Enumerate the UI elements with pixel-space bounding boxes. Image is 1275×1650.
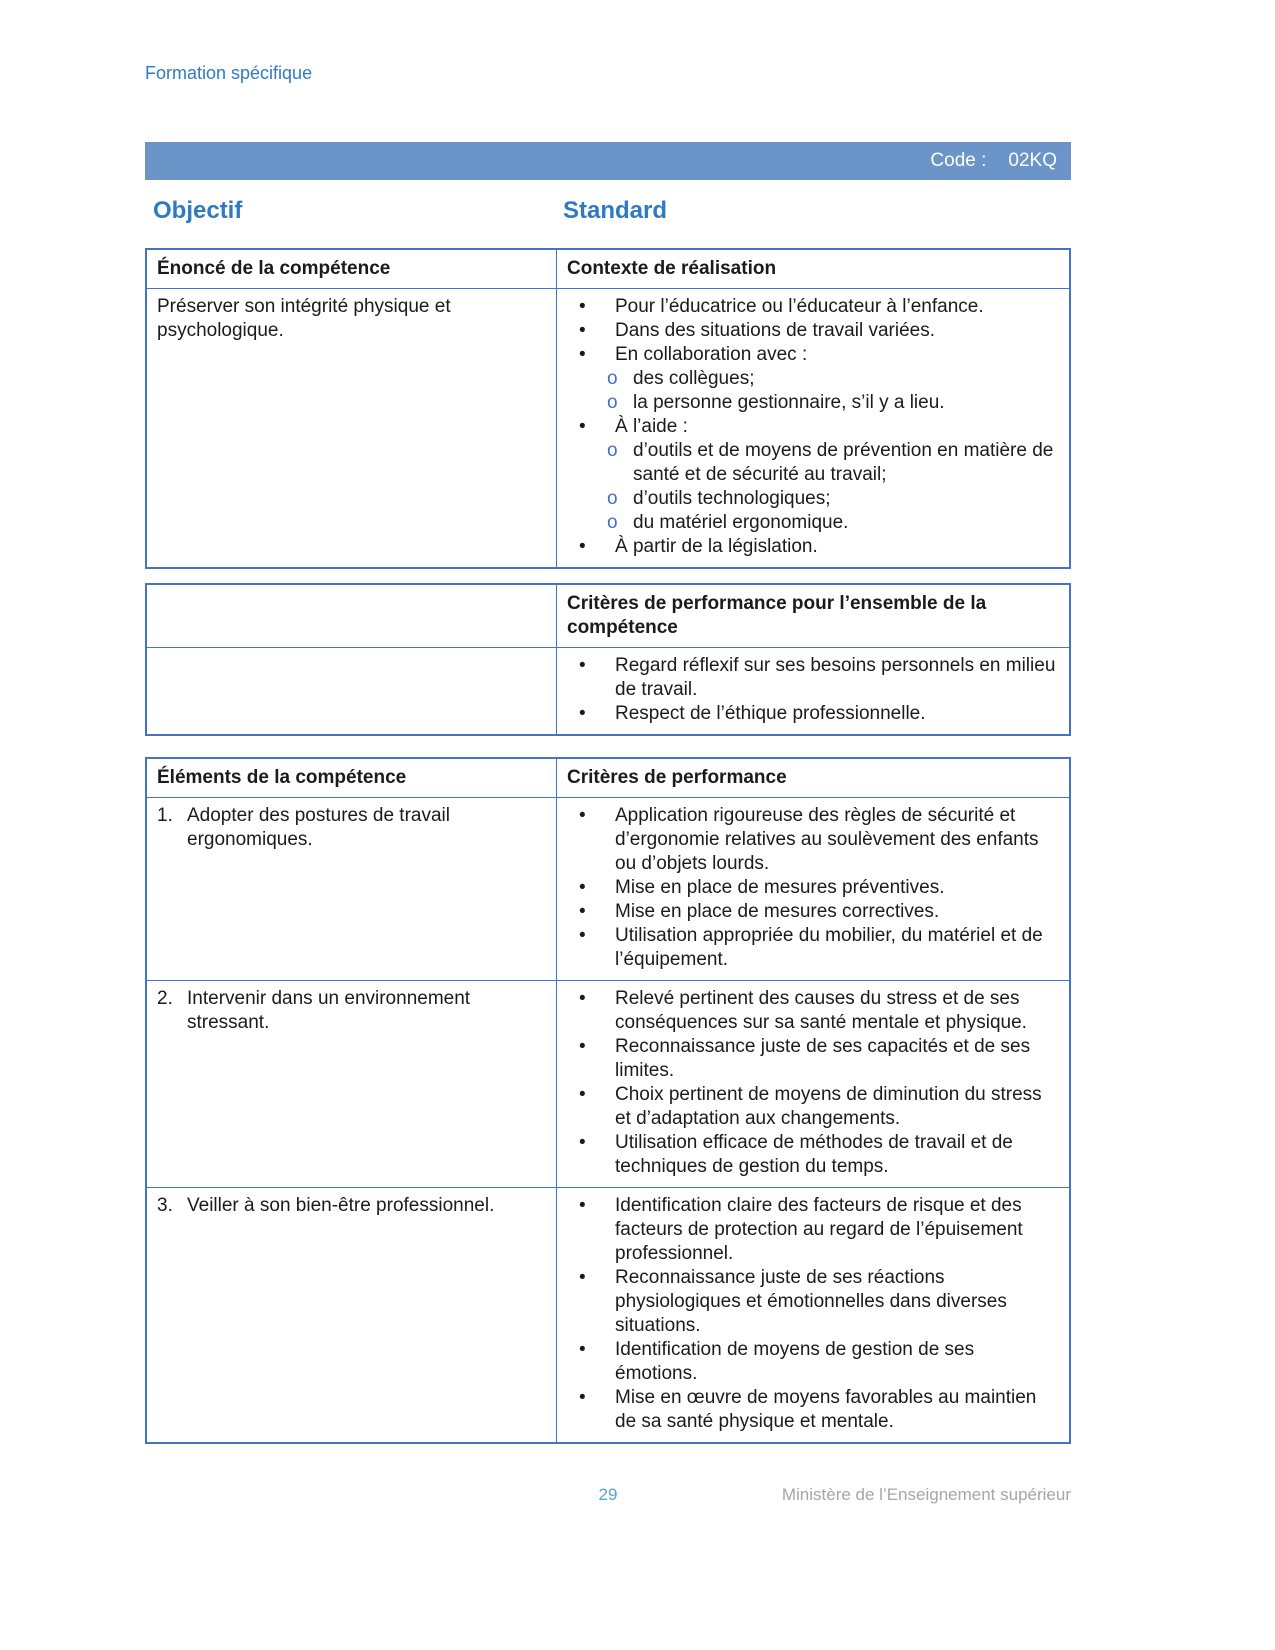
criteria-cell — [557, 798, 1069, 980]
circle-bullet-icon: o — [607, 512, 618, 533]
list-item-text: la personne gestionnaire, s’il y a lieu. — [633, 392, 945, 413]
enonce-cell: Préserver son intégrité physique et psychologique. — [147, 289, 557, 567]
objectif-heading: Objectif — [153, 197, 243, 224]
criteres-header: Critères de performance — [567, 767, 787, 788]
table-header-row — [147, 759, 1069, 797]
list-item-text: d’outils et de moyens de prévention en matière de santé et de sécurité au travail; — [633, 440, 1054, 485]
criteria-cell — [557, 1188, 1069, 1442]
sub-list-item — [567, 487, 1059, 511]
list-item — [567, 900, 1059, 924]
list-item — [567, 1338, 1059, 1386]
bullet-icon: • — [579, 805, 586, 826]
list-item-text: Respect de l’éthique professionnelle. — [615, 703, 926, 724]
section-label: Formation spécifique — [145, 63, 313, 83]
list-item-text: Utilisation appropriée du mobilier, du matériel et de l’équipement. — [615, 925, 1043, 970]
list-item-text: d’outils technologiques; — [633, 488, 831, 509]
element-text: Intervenir dans un environnement stressant. — [187, 988, 471, 1033]
list-item — [567, 1386, 1059, 1434]
bullet-icon: • — [579, 1387, 586, 1408]
bullet-icon: • — [579, 703, 586, 724]
ensemble-header — [557, 585, 1069, 647]
list-item — [567, 1266, 1059, 1338]
list-item-text: Regard réflexif sur ses besoins personnels en milieu de travail. — [615, 655, 1056, 700]
table-body-row — [147, 288, 1069, 567]
circle-bullet-icon: o — [607, 392, 618, 413]
list-item — [567, 924, 1059, 972]
bullet-icon: • — [579, 901, 586, 922]
list-item — [567, 987, 1059, 1035]
page-number: 29 — [598, 1485, 618, 1504]
list-item — [567, 1083, 1059, 1131]
contexte-header: Contexte de réalisation — [567, 258, 777, 279]
element-row-3 — [147, 1187, 1069, 1442]
bullet-icon: • — [579, 296, 586, 317]
bullet-icon: • — [579, 416, 586, 437]
list-item — [567, 654, 1059, 702]
list-item-text: Mise en place de mesures préventives. — [615, 877, 945, 898]
element-cell — [147, 981, 557, 1187]
list-item-text: Reconnaissance juste de ses capacités et de ses limites. — [615, 1036, 1031, 1081]
item-number: 2. — [157, 988, 173, 1009]
elements-header: Éléments de la compétence — [147, 759, 557, 797]
bullet-icon: • — [579, 536, 586, 557]
circle-bullet-icon: o — [607, 440, 618, 461]
list-item-text: des collègues; — [633, 368, 755, 389]
table-header-row — [147, 585, 1069, 647]
elements-table — [145, 757, 1071, 1444]
list-item — [567, 343, 1059, 367]
ensemble-table — [145, 583, 1071, 736]
element-row-2 — [147, 980, 1069, 1187]
empty-cell — [147, 585, 557, 647]
list-item-text: Application rigoureuse des règles de sécurité et d’ergonomie relatives au soulèvement des enfants ou d’objets lourds. — [615, 805, 1039, 874]
code-value: 02KQ — [1008, 150, 1057, 171]
list-item-text: Pour l’éducatrice ou l’éducateur à l’enfance. — [615, 296, 984, 317]
element-text: Veiller à son bien-être professionnel. — [187, 1195, 495, 1216]
list-item-text: Choix pertinent de moyens de diminution du stress et d’adaptation aux changements. — [615, 1084, 1042, 1129]
list-item — [567, 319, 1059, 343]
circle-bullet-icon: o — [607, 488, 618, 509]
criteria-cell — [557, 981, 1069, 1187]
standard-heading: Standard — [563, 197, 668, 224]
element-text: Adopter des postures de travail ergonomiques. — [187, 805, 450, 850]
numbered-item — [157, 804, 546, 852]
list-item — [567, 415, 1059, 439]
list-item — [567, 702, 1059, 726]
list-item-text: Identification de moyens de gestion de ses émotions. — [615, 1339, 975, 1384]
element-cell — [147, 798, 557, 980]
bullet-icon: • — [579, 1267, 586, 1288]
bullet-icon: • — [579, 988, 586, 1009]
item-number: 1. — [157, 805, 173, 826]
list-item-text: En collaboration avec : — [615, 344, 808, 365]
list-item — [567, 804, 1059, 876]
code-label: Code : — [930, 150, 987, 171]
table-header-row — [147, 250, 1069, 288]
enonce-header: Énoncé de la compétence — [147, 250, 557, 288]
list-item-text: Relevé pertinent des causes du stress et de ses conséquences sur sa santé mentale et physique. — [615, 988, 1027, 1033]
element-row-1 — [147, 797, 1069, 980]
list-item-text: À l’aide : — [615, 416, 688, 437]
list-item — [567, 1131, 1059, 1179]
table-body-row — [147, 647, 1069, 734]
list-item — [567, 1035, 1059, 1083]
item-number: 3. — [157, 1195, 173, 1216]
ensemble-criteria-cell — [557, 648, 1069, 734]
bullet-icon: • — [579, 1132, 586, 1153]
list-item-text: du matériel ergonomique. — [633, 512, 849, 533]
bullet-icon: • — [579, 1036, 586, 1057]
circle-bullet-icon: o — [607, 368, 618, 389]
bullet-icon: • — [579, 877, 586, 898]
bullet-icon: • — [579, 320, 586, 341]
bullet-icon: • — [579, 655, 586, 676]
list-item — [567, 1194, 1059, 1266]
code-bar — [145, 142, 1071, 180]
competence-table — [145, 248, 1071, 569]
list-item — [567, 535, 1059, 559]
column-headings — [145, 196, 1071, 226]
bullet-icon: • — [579, 344, 586, 365]
list-item-text: Identification claire des facteurs de risque et des facteurs de protection au regard de l’épuisement professionnel. — [615, 1195, 1023, 1264]
list-item-text: Mise en place de mesures correctives. — [615, 901, 940, 922]
list-item-text: Utilisation efficace de méthodes de travail et de techniques de gestion du temps. — [615, 1132, 1013, 1177]
element-cell — [147, 1188, 557, 1442]
list-item — [567, 295, 1059, 319]
bullet-icon: • — [579, 1195, 586, 1216]
list-item-text: Dans des situations de travail variées. — [615, 320, 935, 341]
bullet-icon: • — [579, 1084, 586, 1105]
page-content — [145, 0, 1071, 1444]
list-item-text: Reconnaissance juste de ses réactions physiologiques et émotionnelles dans diverses situations. — [615, 1267, 1007, 1336]
ministry-label: Ministère de l’Enseignement supérieur — [781, 1485, 1071, 1504]
sub-list-item — [567, 367, 1059, 391]
sub-list-item — [567, 391, 1059, 415]
list-item-text: À partir de la législation. — [615, 536, 818, 557]
empty-cell — [147, 648, 557, 734]
bullet-icon: • — [579, 925, 586, 946]
list-item-text: Mise en œuvre de moyens favorables au maintien de sa santé physique et mentale. — [615, 1387, 1037, 1432]
contexte-cell — [557, 289, 1069, 567]
numbered-item — [157, 1194, 546, 1218]
numbered-item — [157, 987, 546, 1035]
bullet-icon: • — [579, 1339, 586, 1360]
ensemble-header-text: Critères de performance pour l’ensemble de la compétence — [567, 593, 987, 638]
sub-list-item — [567, 511, 1059, 535]
sub-list-item — [567, 439, 1059, 487]
list-item — [567, 876, 1059, 900]
